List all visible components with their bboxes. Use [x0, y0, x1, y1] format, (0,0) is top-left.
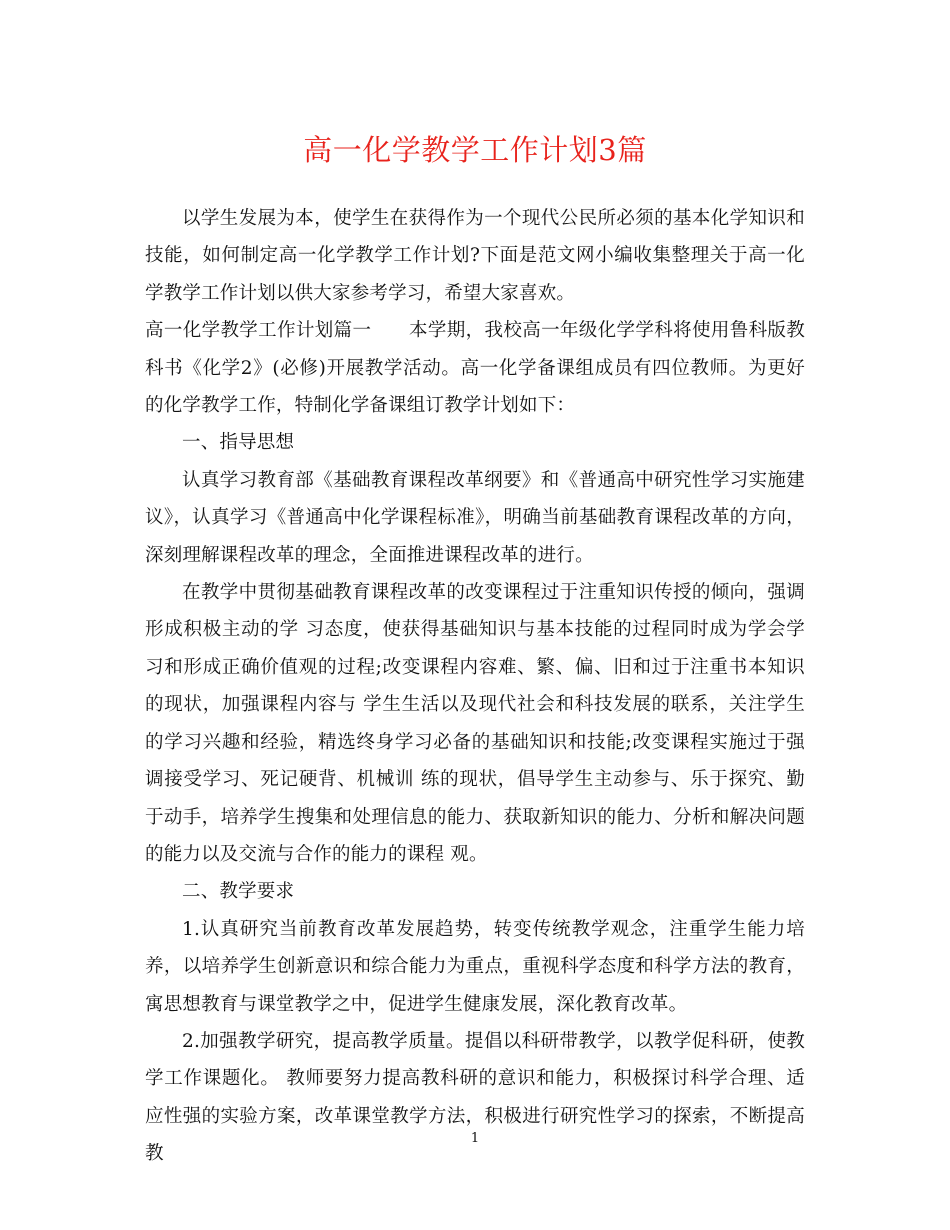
document-body — [145, 200, 805, 1173]
guiding-thought-paragraph: 认真学习教育部《基础教育课程改革纲要》和《普通高中研究性学习实施建议》，认真学习《普通高中化学课程标准》，明确当前基础教育课程改革的方向，深刻理解课程改革的理念，全面推进课程改革的进行。 — [145, 469, 805, 566]
section-heading-teaching-requirements: 二、教学要求 — [182, 881, 295, 903]
requirement-item-1: 1.认真研究当前教育改革发展趋势，转变传统教学观念，注重学生能力培养，以培养学生创新意识和综合能力为重点，重视科学态度和科学方法的教育，寓思想教育与课堂教学之中，促进学生健康发展，深化教育改革。 — [145, 918, 805, 1015]
section-heading-guiding-thought: 一、指导思想 — [182, 432, 295, 454]
curriculum-reform-paragraph: 在教学中贯彻基础教育课程改革的改变课程过于注重知识传授的倾向，强调形成积极主动的学 习态度，使获得基础知识与基本技能的过程同时成为学会学习和形成正确价值观的过程;改变课程内容难、繁、偏、旧和过于注重书本知识的现状，加强课程内容与 学生生活以及现代社会和科技发展的联系，关注学生的学习兴趣和经验，精选终身学习必备的基础知识和技能;改变课程实施过于强调接受学习、死记硬背、机械训 练的现状，倡导学生主动参与、乐于探究、勤于动手，培养学生搜集和处理信息的能力、获取新知识的能力、分析和解决问题的能力以及交流与合作的能力的课程 观。 — [145, 582, 805, 865]
document-title: 高一化学教学工作计划3篇 — [303, 133, 647, 167]
plan-one-paragraph: 高一化学教学工作计划篇一 本学期，我校高一年级化学学科将使用鲁科版教科书《化学2》(必修)开展教学活动。高一化学备课组成员有四位教师。为更好的化学教学工作，特制化学备课组订教学计划如下： — [145, 320, 805, 417]
requirement-item-2: 2.加强教学研究，提高教学质量。提倡以科研带教学，以教学促科研，使教学工作课题化。 教师要努力提高教科研的意识和能力，积极探讨科学合理、适应性强的实验方案，改革课堂教学方法，积极进行研究性学习的探索，不断提高教 — [145, 1030, 805, 1165]
intro-paragraph: 以学生发展为本，使学生在获得作为一个现代公民所必须的基本化学知识和技能，如何制定高一化学教学工作计划?下面是范文网小编收集整理关于高一化学教学工作计划以供大家参考学习，希望大家喜欢。 — [145, 208, 805, 304]
page-number: 1 — [470, 1131, 480, 1146]
